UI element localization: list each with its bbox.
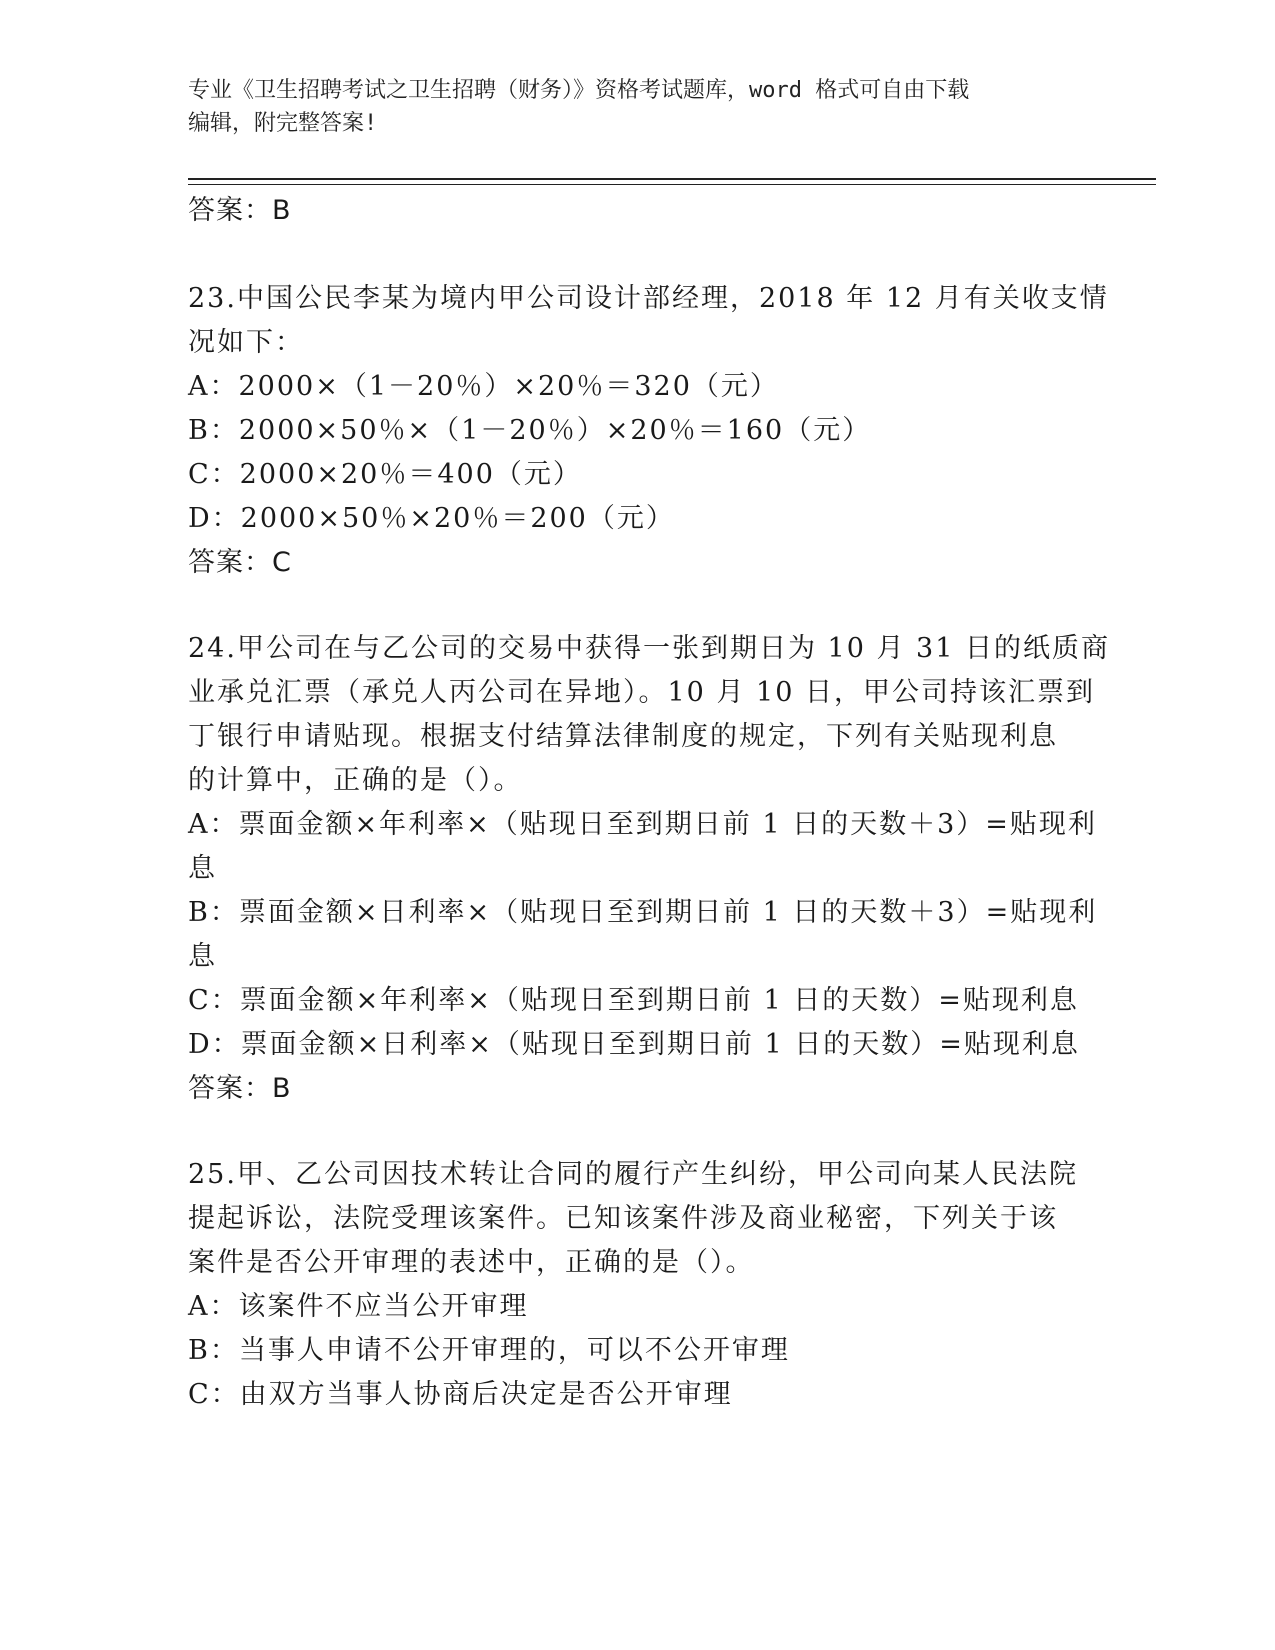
- option-c: C：由双方当事人协商后决定是否公开审理: [188, 1379, 733, 1410]
- previous-answer: 答案：B: [188, 195, 292, 226]
- question-stem-line: 25.甲、乙公司因技术转让合同的履行产生纠纷，甲公司向某人民法院: [188, 1159, 1078, 1190]
- option-d: D：票面金额×日利率×（贴现日至到期日前 1 日的天数）=贴现利息: [188, 1029, 1080, 1060]
- option-b: B：票面金额×日利率×（贴现日至到期日前 1 日的天数＋3）=贴现利: [188, 897, 1098, 928]
- question-stem-line: 提起诉讼，法院受理该案件。已知该案件涉及商业秘密，下列关于该: [188, 1203, 1058, 1234]
- answer-label: 答案：B: [188, 1073, 292, 1104]
- option-a: A：2000×（1－20％）×20％＝320（元）: [188, 371, 779, 402]
- option-b: B：当事人申请不公开审理的，可以不公开审理: [188, 1335, 790, 1366]
- header-line-2: 编辑，附完整答案!: [188, 111, 378, 136]
- option-a: A：票面金额×年利率×（贴现日至到期日前 1 日的天数＋3）=贴现利: [188, 809, 1097, 840]
- header-rule-thick: [188, 178, 1156, 180]
- header-rule-thin: [188, 184, 1156, 185]
- question-stem-line: 23.中国公民李某为境内甲公司设计部经理，2018 年 12 月有关收支情: [188, 283, 1109, 314]
- option-d: D：2000×50％×20％＝200（元）: [188, 503, 675, 534]
- option-c: C：票面金额×年利率×（贴现日至到期日前 1 日的天数）=贴现利息: [188, 985, 1079, 1016]
- question-stem-line: 业承兑汇票（承兑人丙公司在异地）。10 月 10 日，甲公司持该汇票到: [188, 677, 1095, 708]
- question-stem-line: 的计算中，正确的是（）。: [188, 765, 523, 796]
- question-stem-line: 24.甲公司在与乙公司的交易中获得一张到期日为 10 月 31 日的纸质商: [188, 633, 1110, 664]
- question-stem-line: 况如下：: [188, 327, 304, 358]
- header-line-1: 专业《卫生招聘考试之卫生招聘（财务）》资格考试题库，word 格式可自由下载: [188, 78, 970, 103]
- option-c: C：2000×20％＝400（元）: [188, 459, 582, 490]
- option-a-wrap: 息: [188, 853, 217, 884]
- option-a: A：该案件不应当公开审理: [188, 1291, 529, 1322]
- option-b: B：2000×50％×（1－20％）×20％＝160（元）: [188, 415, 872, 446]
- question-stem-line: 案件是否公开审理的表述中，正确的是（）。: [188, 1247, 755, 1278]
- answer-label: 答案：C: [188, 547, 292, 578]
- question-stem-line: 丁银行申请贴现。根据支付结算法律制度的规定，下列有关贴现利息: [188, 721, 1058, 752]
- option-b-wrap: 息: [188, 941, 217, 972]
- page-header: [188, 74, 1068, 140]
